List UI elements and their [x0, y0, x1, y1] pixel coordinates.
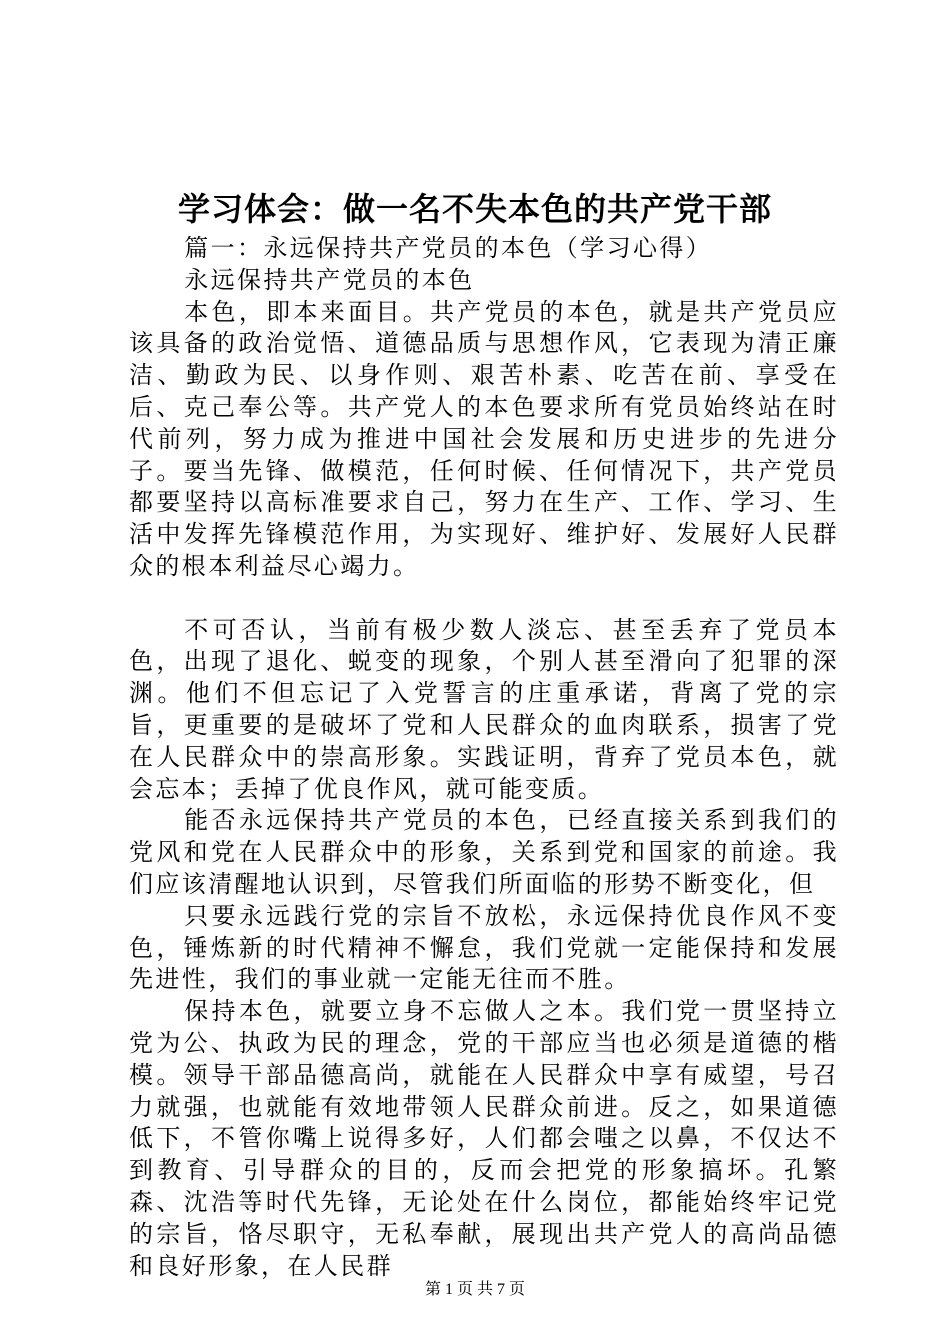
paragraph: 能否永远保持共产党员的本色，已经直接关系到我们的党风和党在人民群众中的形象，关系到党和国家的前途。我们应该清醒地认识到，尽管我们所面临的形势不断变化，但	[129, 806, 839, 898]
section-heading: 篇一：永远保持共产党员的本色（学习心得）	[184, 234, 713, 262]
document-body	[129, 233, 839, 1282]
paragraph: 不可否认，当前有极少数人淡忘、甚至丢弃了党员本色，出现了退化、蜕变的现象，个别人甚至滑向了犯罪的深渊。他们不但忘记了入党誓言的庄重承诺，背离了党的宗旨，更重要的是破坏了党和人民群众的血肉联系，损害了党在人民群众中的崇高形象。实践证明，背弃了党员本色，就会忘本；丢掉了优良作风，就可能变质。	[129, 615, 839, 803]
section-subheading: 永远保持共产党员的本色	[184, 265, 475, 294]
paragraph: 本色，即本来面目。共产党员的本色，就是共产党员应该具备的政治觉悟、道德品质与思想作风，它表现为清正廉洁、勤政为民、以身作则、艰苦朴素、吃苦在前、享受在后、克己奉公等。共产党人的本色要求所有党员始终站在时代前列，努力成为推进中国社会发展和历史进步的先进分子。要当先锋、做模范，任何时候、任何情况下，共产党员都要坚持以高标准要求自己，努力在生产、工作、学习、生活中发挥先锋模范作用，为实现好、维护好、发展好人民群众的根本利益尽心竭力。	[129, 297, 839, 580]
page-number-footer: 第 1 页 共 7 页	[424, 1281, 525, 1298]
paragraph: 保持本色，就要立身不忘做人之本。我们党一贯坚持立党为公、执政为民的理念，党的干部应当也必须是道德的楷模。领导干部品德高尚，就能在人民群众中享有威望，号召力就强，也就能有效地带领人民群众前进。反之，如果道德低下，不管你嘴上说得多好，人们都会嗤之以鼻，不仅达不到教育、引导群众的目的，反而会把党的形象搞坏。孔繁森、沈浩等时代先锋，无论处在什么岗位，都能始终牢记党的宗旨，恪尽职守，无私奉献，展现出共产党人的高尚品德和良好形象，在人民群	[129, 997, 839, 1280]
document-title: 学习体会：做一名不失本色的共产党干部	[177, 190, 772, 228]
paragraph: 只要永远践行党的宗旨不放松，永远保持优良作风不变色，锤炼新的时代精神不懈怠，我们党就一定能保持和发展先进性，我们的事业就一定能无往而不胜。	[129, 901, 839, 994]
